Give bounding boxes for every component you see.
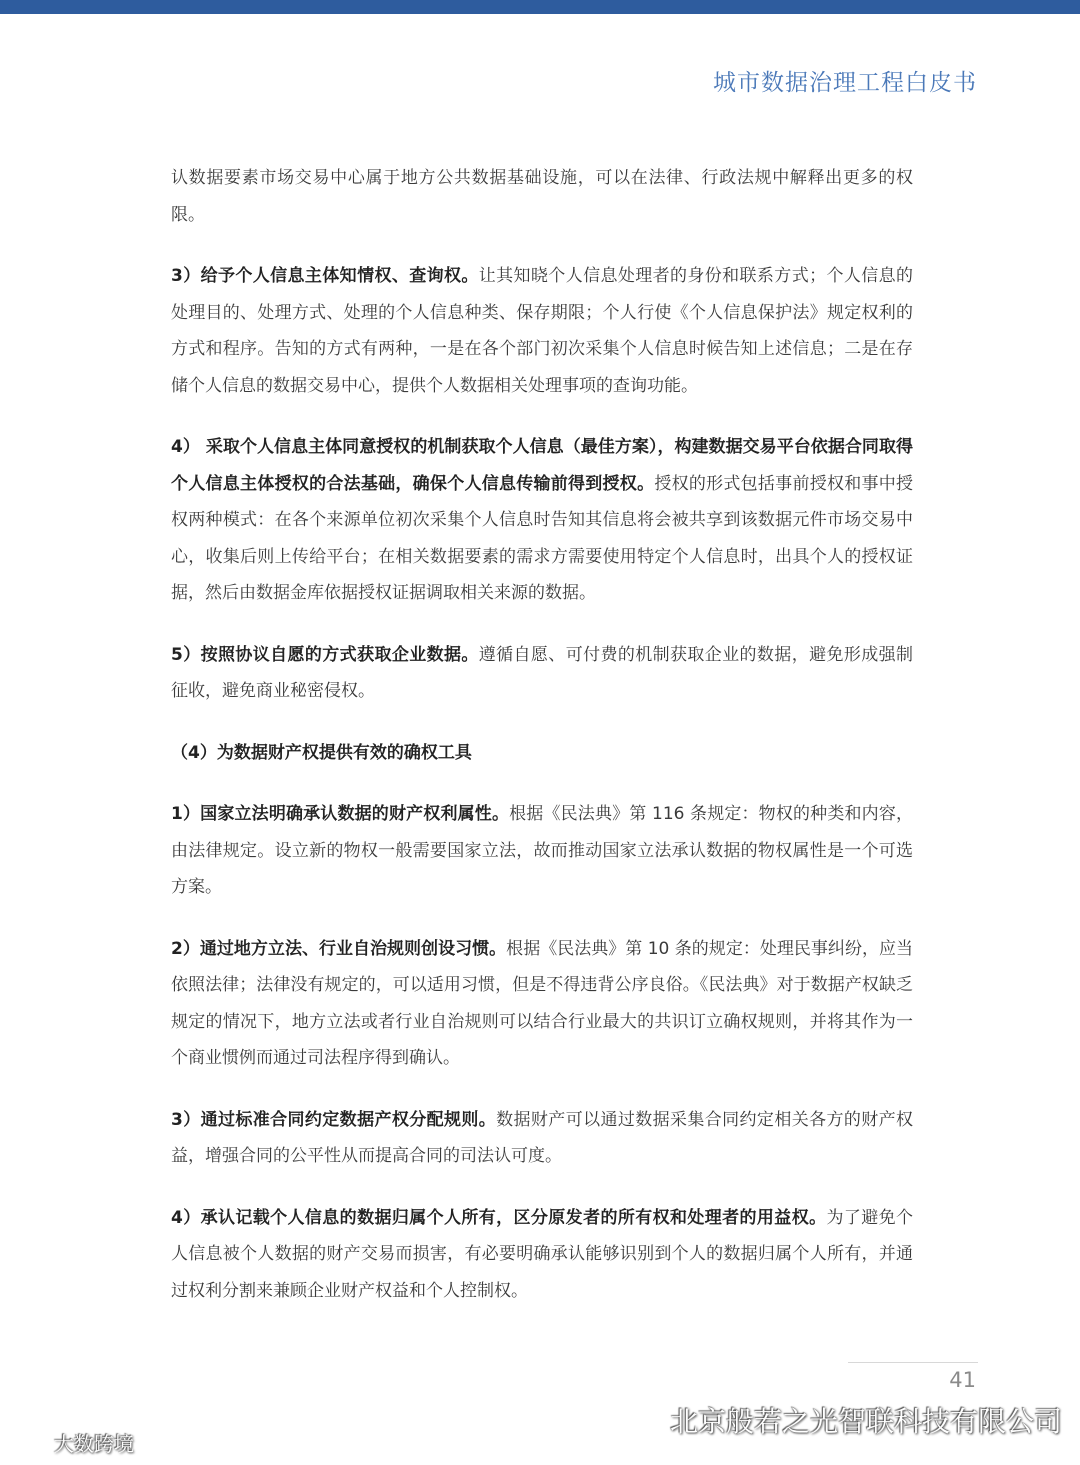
paragraph-bold-lead: 4）承认记载个人信息的数据归属个人所有，区分原发者的所有权和处理者的用益权。 xyxy=(171,1207,827,1228)
paragraph-bold-lead: 5）按照协议自愿的方式获取企业数据。 xyxy=(171,644,479,665)
section-heading: （4）为数据财产权提供有效的确权工具 xyxy=(171,742,472,763)
paragraph-section4-item-2 xyxy=(171,931,913,1077)
watermark-brand xyxy=(10,1428,134,1457)
paragraph-item-3 xyxy=(171,258,913,404)
watermark-company xyxy=(620,1400,1062,1440)
document-header-title: 城市数据治理工程白皮书 xyxy=(713,70,977,96)
paragraph-section4-item-1 xyxy=(171,796,913,906)
paragraph-bold-lead: 2）通过地方立法、行业自治规则创设习惯。 xyxy=(171,938,507,959)
paragraph-body: 根据《民法典》第 10 条的规定：处理民事纠纷，应当依照法律；法律没有规定的，可以适用习惯，但是不得违背公序良俗。《民法典》对于数据产权缺乏规定的情况下，地方立法或者行业自治规则可以结合行业最大的共识订立确权规则，并将其作为一个商业惯例而通过司法程序得到确认。 xyxy=(171,938,913,1068)
paragraph-body: 数据财产可以通过数据采集合同约定相关各方的财产权益，增强合同的公平性从而提高合同的司法认可度。 xyxy=(171,1109,914,1166)
paragraph-continuation xyxy=(171,160,913,233)
page-content xyxy=(171,160,913,1334)
paragraph-body: 认数据要素市场交易中心属于地方公共数据基础设施，可以在法律、行政法规中解释出更多的权限。 xyxy=(171,168,913,225)
paragraph-body: 授权的形式包括事前授权和事中授权两种模式：在各个来源单位初次采集个人信息时告知其信息将会被共享到该数据元件市场交易中心，收集后则上传给平台；在相关数据要素的需求方需要使用特定个人信息时，出具个人的授权证据，然后由数据金库依据授权证据调取相关来源的数据。 xyxy=(171,473,914,603)
paragraph-bold-lead: 3）通过标准合同约定数据产权分配规则。 xyxy=(171,1109,497,1130)
footer-divider xyxy=(848,1362,978,1363)
paragraph-item-5 xyxy=(171,637,913,710)
paragraph-section4-item-4 xyxy=(171,1200,913,1310)
paragraph-body: 为了避免个人信息被个人数据的财产交易而损害，有必要明确承认能够识别到个人的数据归属个人所有，并通过权利分割来兼顾企业财产权益和个人控制权。 xyxy=(171,1207,914,1301)
paragraph-body: 让其知晓个人信息处理者的身份和联系方式；个人信息的处理目的、处理方式、处理的个人信息种类、保存期限；个人行使《个人信息保护法》规定权利的方式和程序。告知的方式有两种，一是在各个部门初次采集个人信息时候告知上述信息；二是在存储个人信息的数据交易中心，提供个人数据相关处理事项的查询功能。 xyxy=(171,266,914,396)
paragraph-body: 遵循自愿、可付费的机制获取企业的数据，避免形成强制征收，避免商业秘密侵权。 xyxy=(171,644,914,701)
paragraph-body: 根据《民法典》第 116 条规定：物权的种类和内容，由法律规定。设立新的物权一般需要国家立法，故而推动国家立法承认数据的物权属性是一个可选方案。 xyxy=(171,804,913,897)
watermark-brand-text: 大数跨境 xyxy=(54,1432,134,1456)
paragraph-bold-lead: 3）给予个人信息主体知情权、查询权。 xyxy=(171,266,479,286)
paragraph-item-4 xyxy=(171,429,913,612)
paragraph-bold-lead: 1）国家立法明确承认数据的财产权利属性。 xyxy=(171,804,510,824)
paragraph-bold-lead: 4） 采取个人信息主体同意授权的机制获取个人信息（最佳方案），构建数据交易平台依据合同取得个人信息主体授权的合法基础，确保个人信息传输前得到授权。 xyxy=(171,437,913,494)
brand-logo-icon xyxy=(10,1430,50,1456)
watermark-company-text: 北京般若之光智联科技有限公司 xyxy=(670,1405,1063,1438)
top-accent-bar xyxy=(0,0,1080,14)
wechat-icon xyxy=(620,1403,664,1437)
paragraph-section4-item-3 xyxy=(171,1102,913,1175)
page-number: 41 xyxy=(949,1368,976,1392)
